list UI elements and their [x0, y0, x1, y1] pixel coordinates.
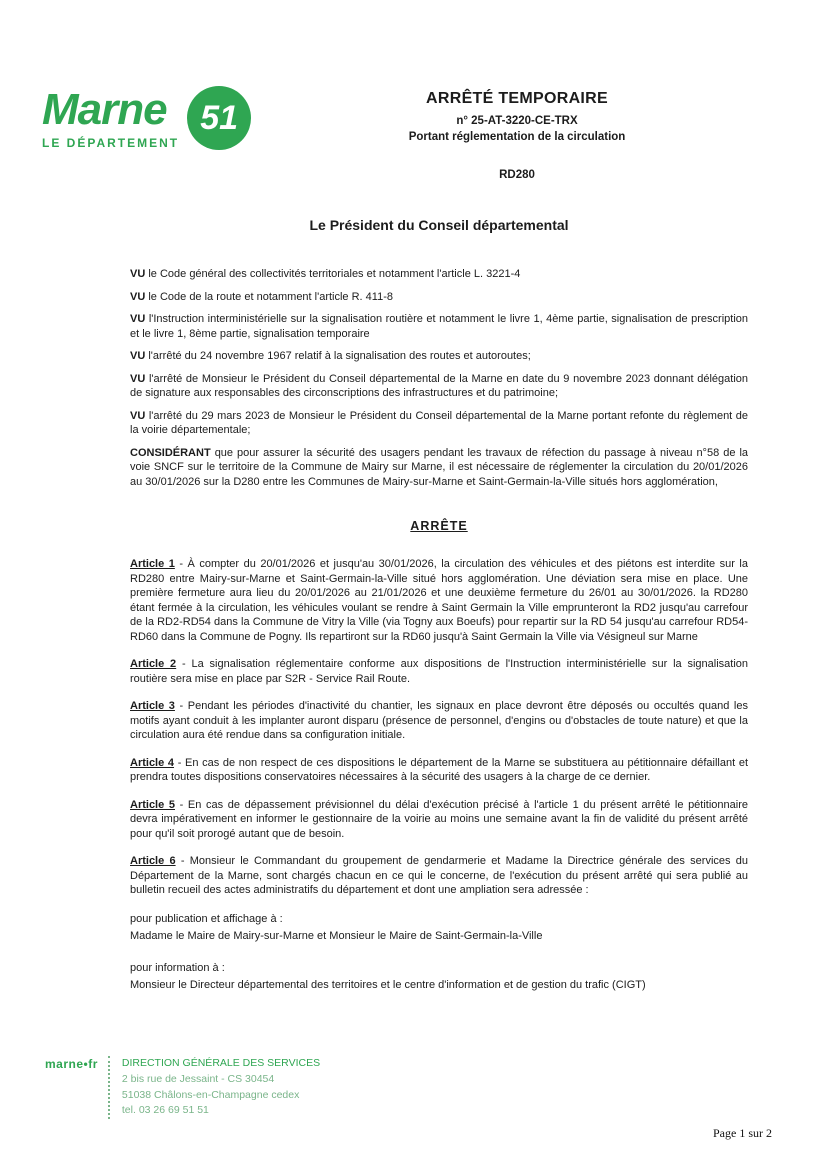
vu-label: VU: [130, 372, 146, 385]
marne-fr-brand: marne•fr: [45, 1057, 98, 1071]
document-subtitle: Portant réglementation de la circulation: [408, 131, 626, 143]
vu-text: le Code général des collectivités territoriales et notamment l'article L. 3221-4: [148, 268, 521, 280]
information-recipients: Monsieur le Directeur départemental des territoires et le centre d'information et de gestion du trafic (CIGT): [130, 978, 646, 991]
title-block: [267, 88, 767, 181]
road-reference: RD280: [499, 169, 535, 181]
considerant-text: que pour assurer la sécurité des usagers pendant les travaux de réfection du passage à niveau n°58 de la voie SNCF sur le territoire de la Commune de Mairy sur Marne, il est nécessaire de réglementer la circulation du 20/01/2026 au 30/01/2026 sur la D280 entre les Communes de Mairy-sur-Marne et Saint-Germain-la-Ville situés hors agglomération,: [130, 446, 749, 488]
article-label: Article 1: [130, 558, 175, 571]
vu-label: VU: [130, 290, 146, 303]
vu-text: l'arrêté du 29 mars 2023 de Monsieur le Président du Conseil départemental de la Marne portant refonte du règlement de la voirie départementale;: [130, 409, 748, 437]
article-4: [130, 756, 748, 785]
considerant-item: [130, 446, 748, 490]
footer-street-line: 2 bis rue de Jessaint - CS 30454: [121, 1072, 275, 1085]
article-label: Article 6: [130, 855, 176, 868]
vu-text: l'arrêté de Monsieur le Président du Conseil départemental de la Marne en date du 9 novembre 2023 donnant délégation de signature aux responsables des circonscriptions des infrastructures et du patrimoine;: [130, 372, 749, 400]
vu-item: [130, 409, 748, 438]
article-text: - La signalisation réglementaire conforme aux dispositions de l'Instruction interministérielle sur la signalisation routière sera mise en place par S2R - Service Rail Route.: [130, 658, 748, 685]
article-text: - En cas de non respect de ces dispositions le département de la Marne se substituera au pétitionnaire défaillant et prendra toutes dispositions conservatoires nécessaires à la sécurité des usagers à la charge de ce dernier.: [130, 756, 748, 784]
vu-label: VU: [130, 268, 146, 280]
document-body: [0, 217, 827, 992]
publication-recipients: Madame le Maire de Mairy-sur-Marne et Monsieur le Maire de Saint-Germain-la-Ville: [130, 929, 543, 942]
vu-item: [130, 372, 748, 401]
vu-label: VU: [130, 409, 146, 422]
vu-text: l'Instruction interministérielle sur la signalisation routière et notamment le livre 1, 4ème partie, signalisation de prescription et le livre 1, 8ème partie, signalisation temporaire: [130, 313, 748, 340]
article-text: - Pendant les périodes d'inactivité du chantier, les signaux en place devront être déposés ou occultés quand les motifs ayant conduit à les implanter auront disparu (présence de personnel, d'engins ou d'obstacles de toute nature) et que la circulation aura été rendue dans sa configuration initiale.: [130, 700, 748, 742]
article-1: [130, 557, 748, 644]
article-label: Article 2: [130, 658, 177, 671]
logo-51-badge-icon: [187, 86, 251, 150]
vu-item: [130, 290, 748, 305]
footer-address-block: [108, 1056, 320, 1119]
document-footer: [45, 1056, 320, 1119]
publication-intro: pour publication et affichage à :: [130, 912, 283, 925]
article-3: [130, 699, 748, 743]
arrete-heading: ARRÊTE: [410, 519, 468, 534]
document-title: ARRÊTÉ TEMPORAIRE: [426, 90, 608, 107]
considerant-label: CONSIDÉRANT: [130, 446, 211, 459]
vu-item: [130, 267, 748, 282]
article-text: - En cas de dépassement prévisionnel du délai d'exécution précisé à l'article 1 du présent arrêté le pétitionnaire devra impérativement en informer le gestionnaire de la voirie au moins une semaine avant la fin de validité du présent arrêté pour qu'il soit prorogé autant que de besoin.: [130, 798, 748, 840]
article-text: - Monsieur le Commandant du groupement de gendarmerie et Madame la Directrice générale des services du Département de la Marne, sont chargés chacun en ce qui le concerne, de l'exécution du présent arrêté qui sera publié au bulletin recueil des actes administratifs du département et dont une ampliation sera adressée :: [130, 855, 748, 897]
vu-text: l'arrêté du 24 novembre 1967 relatif à la signalisation des routes et autoroutes;: [148, 350, 531, 363]
article-text: - À compter du 20/01/2026 et jusqu'au 30/01/2026, la circulation des véhicules et des piétons est interdite sur la RD280 entre Mairy-sur-Marne et Saint-Germain-la-Ville situé hors agglomération. Une déviation sera mise en place. Une première fermeture aura lieu du 20/01/2026 au 21/01/2026 et une deuxième fermeture du 26/01 au 30/01/2026. la RD280 étant fermée à la circulation, les véhicules voulant se rendre à Saint Germain la Ville emprunteront la RD2 jusqu'au carrefour de la RD2-RD54 dans la Commune de Vitry la Ville (via Togny aux Boeufs) pour repartir sur la RD 54 jusqu'au carrefour RD54-RD60 dans la Commune de Pogny. Ils repartiront sur la RD60 jusqu'à Saint Germain la Ville via Vésigneul sur Marne: [130, 558, 748, 643]
vu-label: VU: [130, 313, 146, 326]
article-label: Article 3: [130, 700, 175, 713]
document-number: n° 25-AT-3220-CE-TRX: [456, 115, 578, 127]
president-heading: Le Président du Conseil départemental: [309, 217, 569, 233]
article-label: Article 5: [130, 798, 175, 811]
vu-item: [130, 349, 748, 364]
logo-text-column: [42, 85, 180, 150]
article-label: Article 4: [130, 756, 175, 769]
vu-item: [130, 312, 748, 341]
footer-phone-line: tel. 03 26 69 51 51: [121, 1104, 209, 1117]
logo-wordmark: Marne: [42, 85, 167, 134]
footer-city-line: 51038 Châlons-en-Champagne cedex: [121, 1088, 300, 1101]
article-2: [130, 657, 748, 686]
vu-text: le Code de la route et notamment l'article R. 411-8: [148, 290, 393, 303]
article-6: [130, 854, 748, 898]
information-intro: pour information à :: [130, 962, 225, 975]
marne-department-logo: [42, 85, 267, 150]
logo-badge-number: 51: [200, 99, 239, 137]
document-header: [0, 0, 827, 181]
logo-subtitle: LE DÉPARTEMENT: [42, 136, 180, 150]
article-5: [130, 798, 748, 842]
page-number: Page 1 sur 2: [713, 1126, 772, 1140]
footer-service-line: DIRECTION GÉNÉRALE DES SERVICES: [121, 1057, 321, 1069]
vu-label: VU: [130, 350, 146, 363]
